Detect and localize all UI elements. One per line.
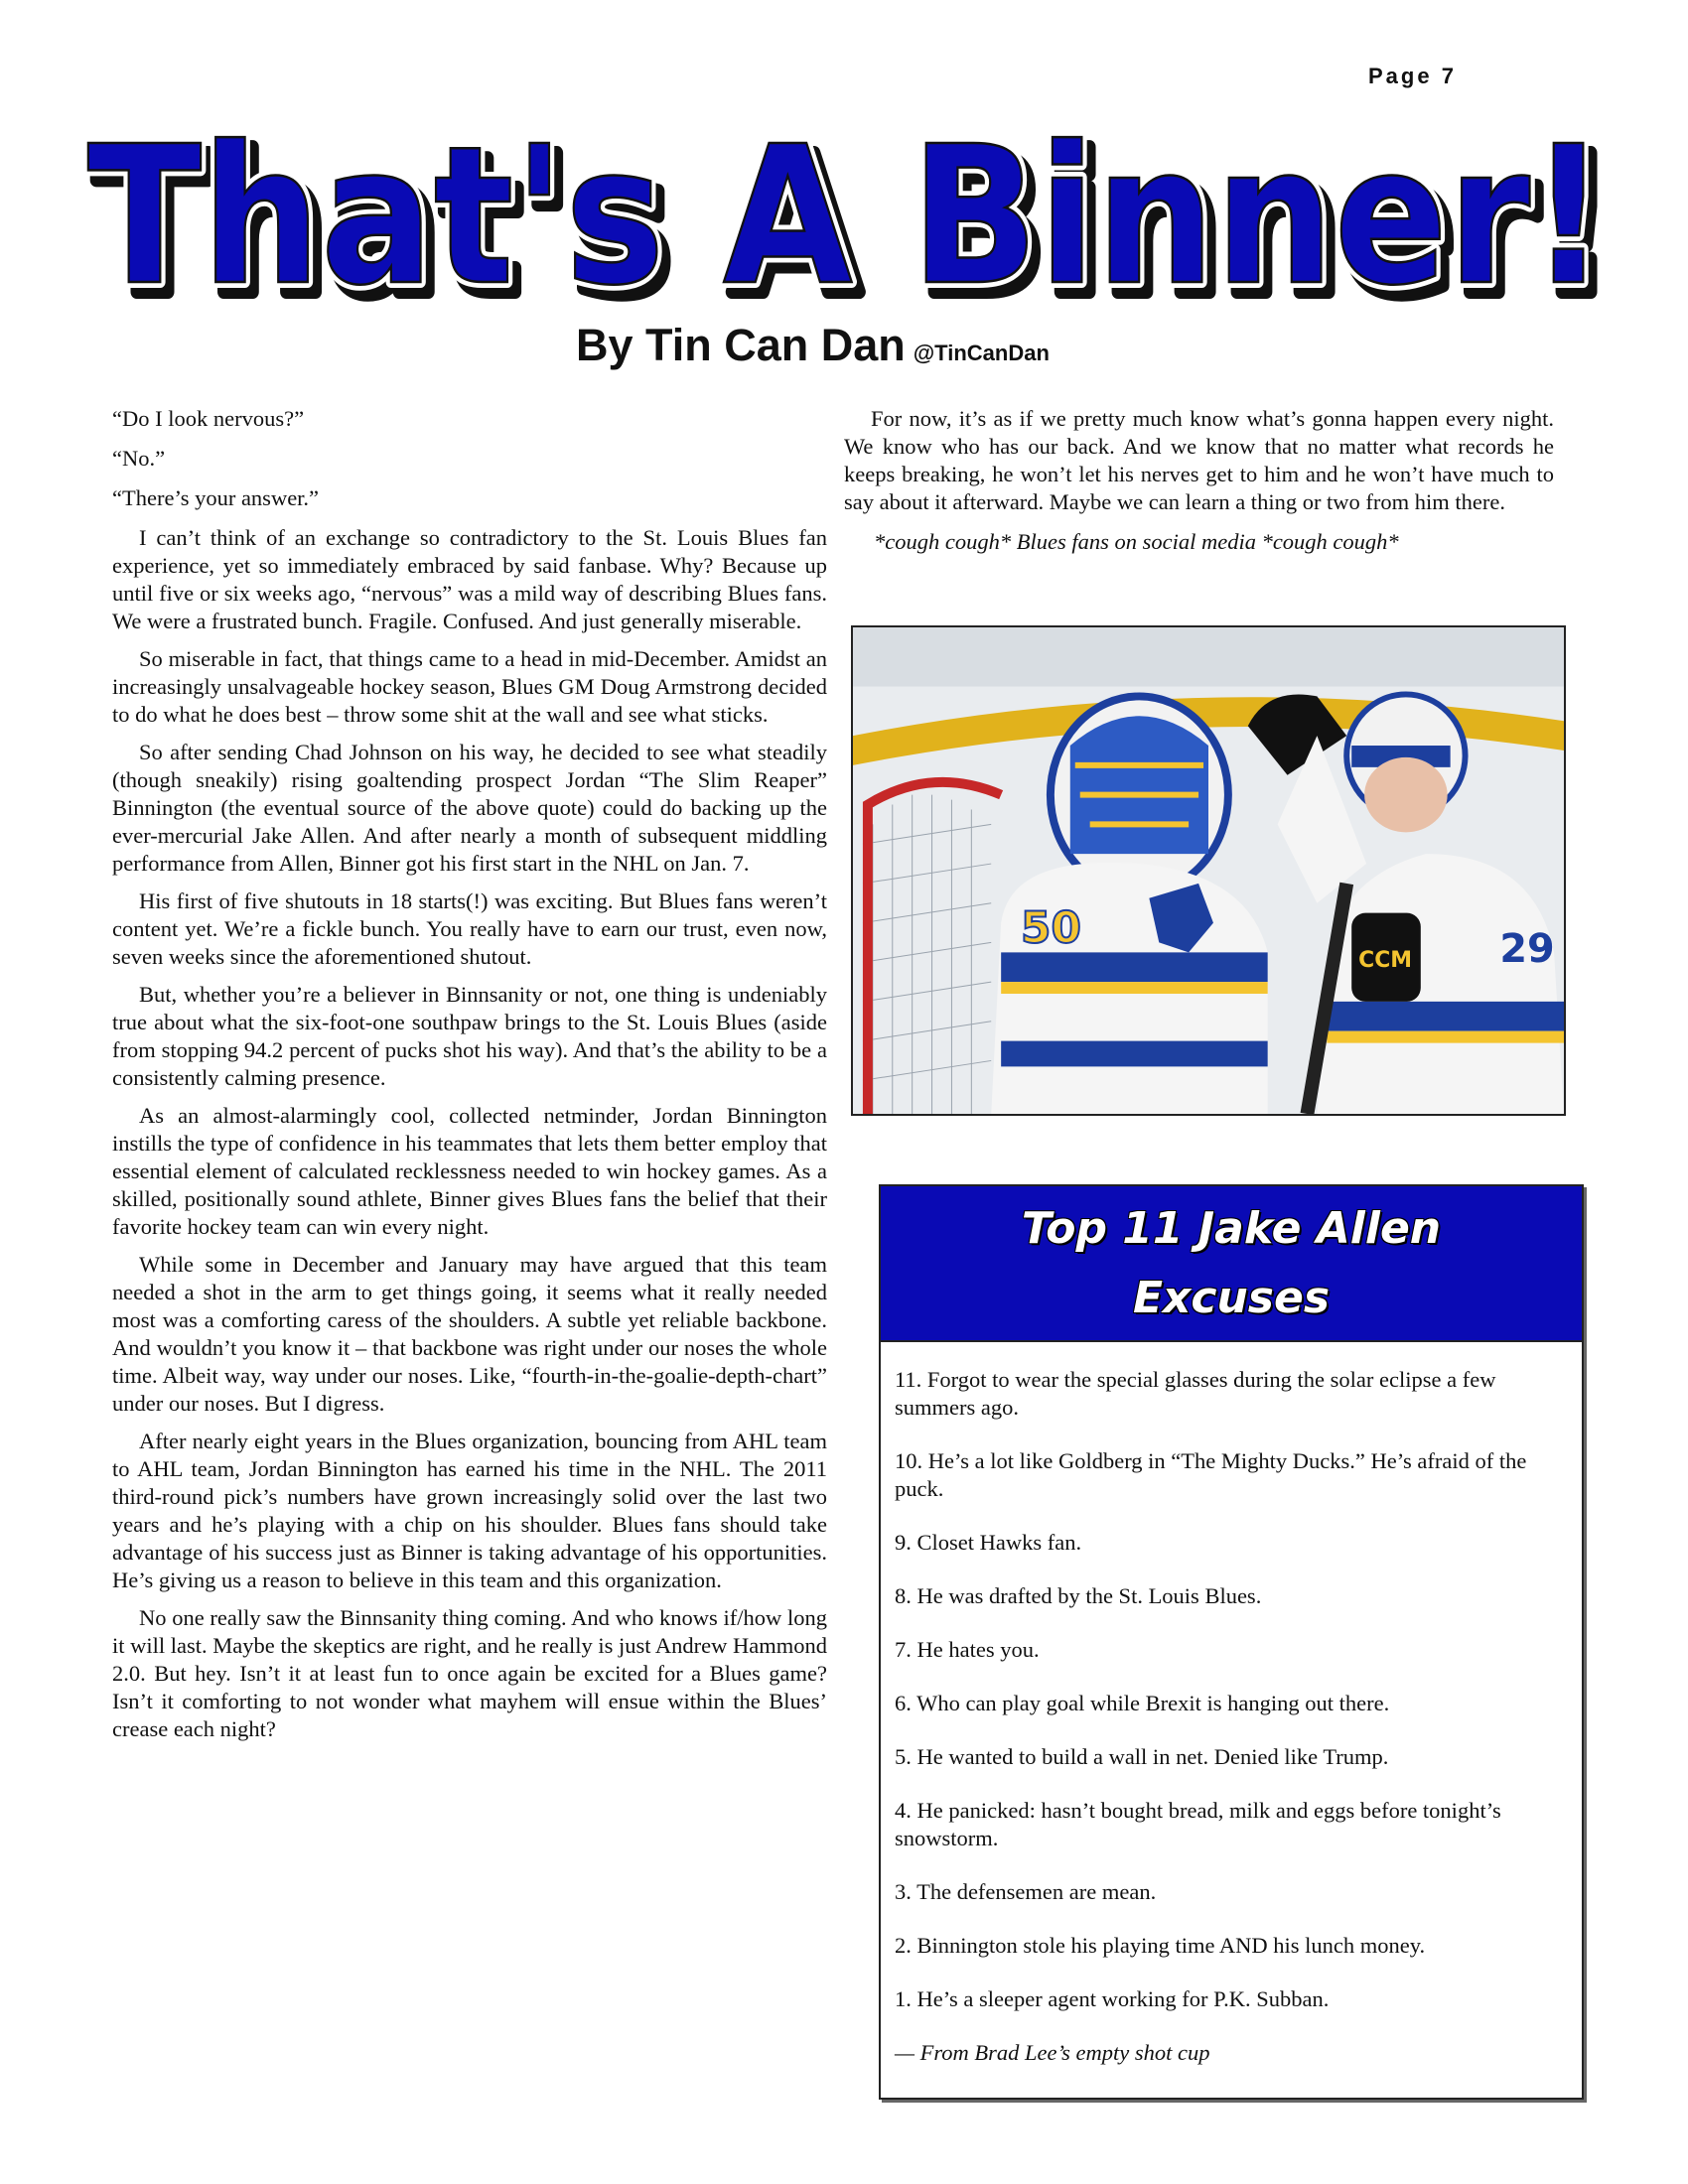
article-paragraph: So after sending Chad Johnson on his way, he decided to see what steadily (though sneakily) rising goaltending prospect Jordan “The Slim Reaper” Binnington (the eventual source of the above quote) could do backing up the ever-mercurial Jake Allen. And after nearly a month of subsequent middling performance from Allen, Binner got his first start in the NHL on Jan. 7. (112, 740, 827, 876)
list-item: 7. He hates you. (895, 1637, 1040, 1662)
excuse-list (881, 1342, 1582, 2013)
article-paragraph: His first of five shutouts in 18 starts(!) was exciting. But Blues fans weren’t content yet. We’re a fickle bunch. You really have to earn our trust, even now, seven weeks since the aforementioned shutout. (112, 888, 827, 969)
list-item: 1. He’s a sleeper agent working for P.K. Subban. (895, 1986, 1330, 2011)
sidebar-credit: — From Brad Lee’s empty shot cup (895, 2040, 1210, 2065)
top-eleven-sidebar (879, 1184, 1584, 2100)
article-paragraph: While some in December and January may have argued that this team needed a shot in the arm to get things going, it seems what it really needed most was a comforting caress of the shoulders. A subtle yet reliable backbone. And wouldn’t you know it – that backbone was right under our noses the whole time. Albeit way, way under our noses. Like, “fourth-in-the-goalie-depth-chart” under our noses. But I digress. (112, 1252, 827, 1416)
list-item: 5. He wanted to build a wall in net. Denied like Trump. (895, 1744, 1389, 1769)
headline-graphic (79, 117, 1628, 326)
byline-author: By Tin Can Dan (576, 320, 906, 370)
article-paragraph: “There’s your answer.” (112, 485, 320, 510)
page-number: Page 7 (1368, 64, 1457, 88)
hockey-photo (851, 625, 1566, 1116)
list-item: 9. Closet Hawks fan. (895, 1530, 1082, 1555)
headline-title: That's A Binner! (87, 117, 1607, 326)
article-paragraph: “No.” (112, 446, 166, 471)
glove-brand: CCM (1358, 948, 1412, 974)
article-paragraph: I can’t think of an exchange so contradictory to the St. Louis Blues fan experience, yet so immediately embraced by said fanbase. Why? Because up until five or six weeks ago, “nervous” was a mild way of describing Blues fans. We were a frustrated bunch. Fragile. Confused. And just generally miserable. (112, 525, 827, 633)
list-item: 10. He’s a lot like Goldberg in “The Mighty Ducks.” He’s afraid of the puck. (895, 1448, 1527, 1501)
article-aside: *cough cough* Blues fans on social media *cough cough* (874, 529, 1399, 554)
article-paragraph: But, whether you’re a believer in Binnsanity or not, one thing is undeniably true about what the six-foot-one southpaw brings to the St. Louis Blues (aside from stopping 94.2 percent of pucks shot his way). And that’s the ability to be a consistently calming presence. (112, 982, 827, 1090)
sidebar-title-line-2: Excuses (1132, 1272, 1331, 1323)
headline-outline: That's A Binner! (87, 117, 1607, 326)
article-paragraph: “Do I look nervous?” (112, 406, 305, 431)
article-paragraph: As an almost-alarmingly cool, collected netminder, Jordan Binnington instills the type of confidence in his teammates that lets them better employ that essential element of calculated recklessness needed to win hockey games. As a skilled, positionally sound athlete, Binner gives Blues fans the belief that their favorite hockey team can win every night. (112, 1103, 827, 1239)
article-paragraph: After nearly eight years in the Blues organization, bouncing from AHL team to AHL team, Jordan Binnington has earned his time in the NHL. The 2011 third-round pick’s numbers have grown increasingly solid over the last two years and he’s playing with a chip on his shoulder. Blues fans should take advantage of his success just as Binner is taking advantage of his opportunities. He’s giving us a reason to believe in this team and this organization. (112, 1429, 827, 1592)
article-paragraph: No one really saw the Binnsanity thing coming. And who knows if/how long it will last. Maybe the skeptics are right, and he really is just Andrew Hammond 2.0. But hey. Isn’t it at least fun to once again be excited for a Blues game? Isn’t it comforting to not wonder what mayhem will ensue within the Blues’ crease each night? (112, 1605, 827, 1741)
sidebar-title-line-1: Top 11 Jake Allen (1021, 1202, 1442, 1254)
headline-shadow: That's A Binner! (95, 117, 1615, 326)
article-paragraph: For now, it’s as if we pretty much know what’s gonna happen every night. We know who has our back. And we know that no matter what records he keeps breaking, he won’t let his nerves get to him and he won’t have much to say about it afterward. Maybe we can learn a thing or two from him there. (844, 406, 1554, 514)
jersey-number-right: 29 (1499, 926, 1555, 973)
article-paragraph: So miserable in fact, that things came to a head in mid-December. Amidst an increasingly unsalvageable hockey season, Blues GM Doug Armstrong decided to do what he does best – throw some shit at the wall and see what sticks. (112, 646, 827, 727)
list-item: 8. He was drafted by the St. Louis Blues. (895, 1583, 1262, 1608)
list-item: 6. Who can play goal while Brexit is hanging out there. (895, 1691, 1390, 1715)
hockey-photo-illustration (853, 627, 1564, 1114)
headline (79, 117, 1628, 326)
byline-handle: @TinCanDan (913, 341, 1050, 365)
list-item: 11. Forgot to wear the special glasses during the solar eclipse a few summers ago. (895, 1367, 1496, 1420)
list-item: 4. He panicked: hasn’t bought bread, milk and eggs before tonight’s snowstorm. (895, 1798, 1501, 1850)
article-column-left (112, 405, 827, 1753)
byline (576, 320, 1050, 371)
sidebar-header (881, 1186, 1582, 1342)
list-item: 3. The defensemen are mean. (895, 1879, 1157, 1904)
list-item: 2. Binnington stole his playing time AND his lunch money. (895, 1933, 1426, 1958)
jersey-number-left: 50 (1021, 902, 1081, 954)
article-column-right (844, 405, 1554, 566)
